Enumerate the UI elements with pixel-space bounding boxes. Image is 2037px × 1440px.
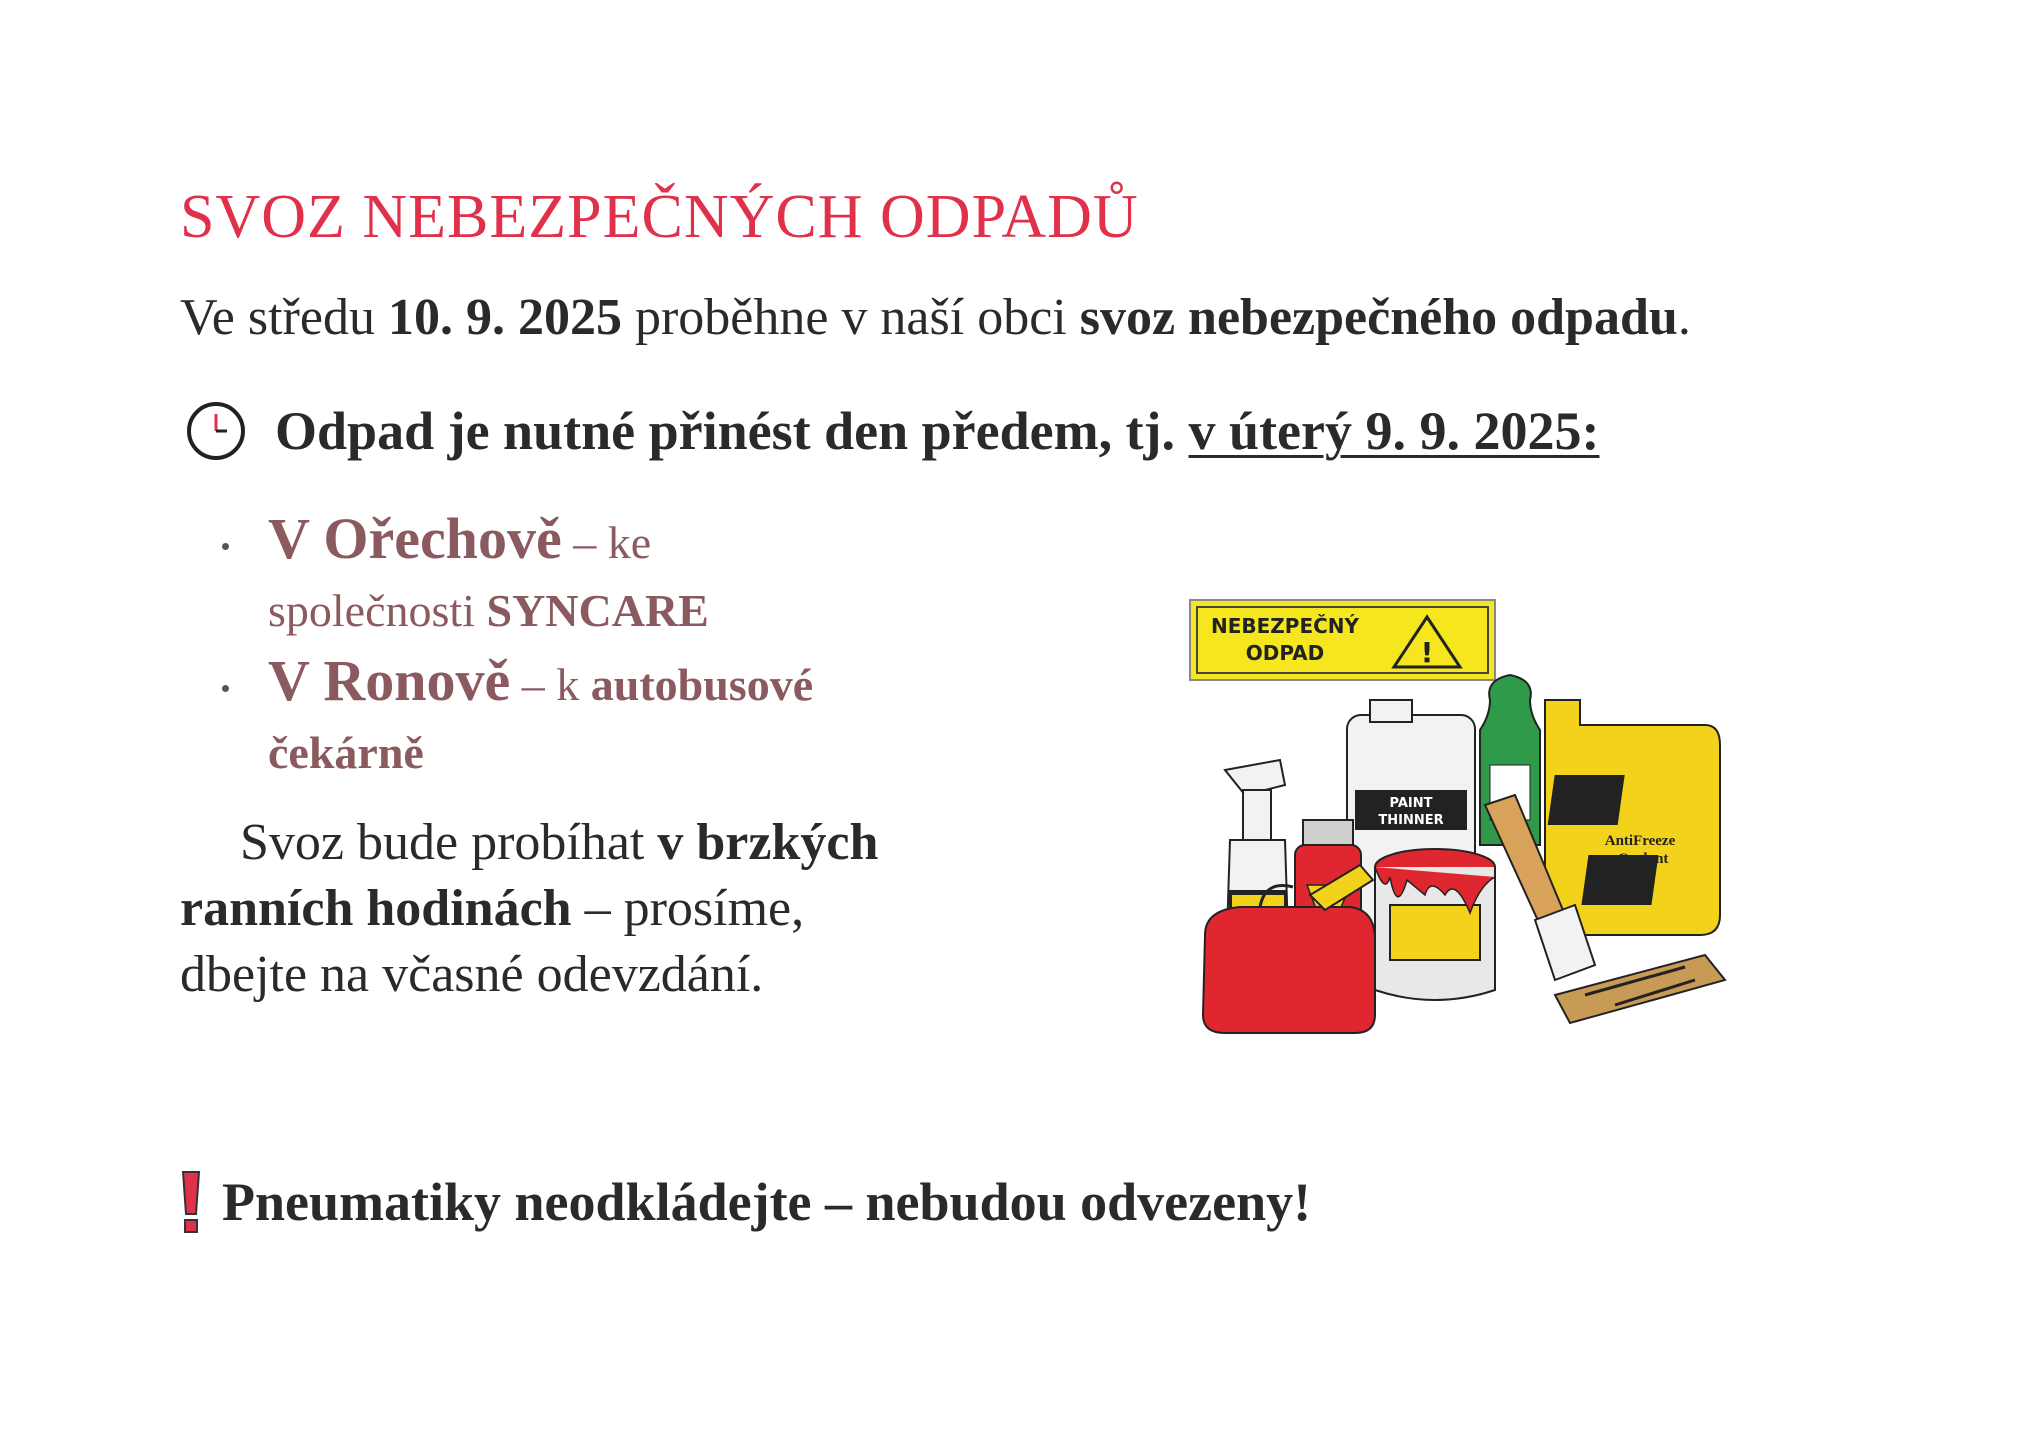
can-label: THINNER <box>1378 813 1444 828</box>
sign-label: NEBEZPEČNÝ <box>1210 614 1360 638</box>
para-text: – prosíme, <box>571 880 805 937</box>
intro-text: proběhne v naší obci <box>621 289 1080 346</box>
antifreeze-jug <box>1545 700 1720 935</box>
intro-text: Ve středu <box>180 289 388 346</box>
clock-icon <box>185 400 247 462</box>
sign-label: ODPAD <box>1245 641 1325 665</box>
location-text: – k <box>510 659 591 710</box>
hazard-sign <box>1190 600 1495 680</box>
exclamation-icon <box>180 1170 202 1234</box>
intro-line <box>180 288 1691 347</box>
notice-text: Odpad je nutné přinést den předem, tj. <box>275 401 1176 461</box>
location-name: V Ronově <box>268 648 511 713</box>
jug-label: Coolant <box>1617 851 1669 867</box>
para-bold: v brzkých <box>657 814 879 871</box>
notice-date: v úterý 9. 9. 2025: <box>1188 401 1600 461</box>
warning-text: Pneumatiky neodkládejte – nebudou odvezeny! <box>222 1172 1312 1232</box>
can-label: PAINT <box>1389 796 1433 811</box>
location-place: čekárně <box>268 727 424 778</box>
para-bold: ranních hodinách <box>180 880 572 937</box>
warning-line <box>180 1170 1311 1234</box>
location-name: V Ořechově <box>268 506 562 571</box>
para-text: Svoz bude probíhat <box>240 814 658 871</box>
bullet-icon <box>222 543 229 550</box>
page-title: SVOZ NEBEZPEČNÝCH ODPADŮ <box>180 183 1139 251</box>
location-place: autobusové <box>590 659 814 710</box>
paint-can <box>1375 849 1495 1000</box>
location-text: společnosti <box>268 585 487 636</box>
list-item <box>222 647 982 787</box>
bullet-icon <box>222 685 229 692</box>
hazardous-waste-illustration <box>1185 595 1745 1045</box>
location-list <box>222 505 982 787</box>
jug-label: AntiFreeze <box>1604 833 1676 849</box>
notice-line <box>185 400 1599 462</box>
location-text: – ke <box>561 517 652 568</box>
location-company: SYNCARE <box>486 585 709 636</box>
intro-text: . <box>1677 289 1691 346</box>
list-item <box>222 505 982 645</box>
para-text: dbejte na včasné odevzdání. <box>180 946 764 1003</box>
svg-text:!: ! <box>1420 636 1434 669</box>
info-paragraph <box>180 810 980 1008</box>
intro-bold: svoz nebezpečného odpadu <box>1079 289 1678 346</box>
intro-date: 10. 9. 2025 <box>387 289 622 346</box>
